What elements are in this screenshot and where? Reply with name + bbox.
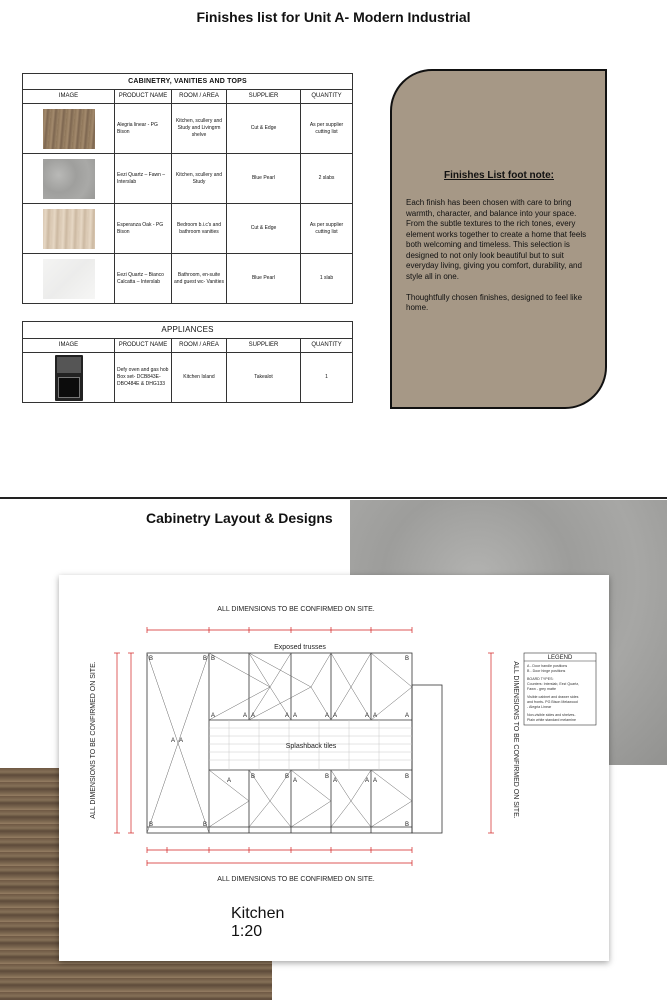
header-image: IMAGE — [23, 339, 115, 353]
legend-line: - Alegria Linear — [527, 705, 552, 709]
right-note: ALL DIMENSIONS TO BE CONFIRMED ON SITE. — [512, 661, 519, 819]
handle-marker: A — [365, 778, 370, 784]
header-image: IMAGE — [23, 90, 115, 104]
left-note: ALL DIMENSIONS TO BE CONFIRMED ON SITE. — [90, 661, 97, 819]
legend-line: Non-visible sides and shelves- — [527, 713, 576, 717]
hinge-marker: B — [211, 656, 216, 662]
handle-marker: A — [251, 713, 256, 719]
handle-marker: A — [285, 713, 290, 719]
grey-concrete-swatch — [43, 159, 95, 199]
handle-marker: A — [227, 778, 232, 784]
cabinetry-table-caption: CABINETRY, VANITIES AND TOPS — [23, 74, 353, 90]
quantity: 1 — [301, 353, 353, 403]
legend-line: BOARD TYPES: — [527, 677, 554, 681]
hinge-marker: B — [251, 774, 256, 780]
hinge-marker: B — [405, 822, 410, 828]
room-area: Kitchen, scullery and Study and Livingrm shelve — [172, 104, 227, 154]
hinge-marker: B — [203, 656, 208, 662]
light-oak-swatch — [43, 209, 95, 249]
handle-marker: A — [365, 713, 370, 719]
quantity: As per supplier cutting list — [301, 204, 353, 254]
room-label: Kitchen — [231, 905, 285, 922]
handle-marker: A — [325, 713, 330, 719]
hinge-marker: B — [405, 656, 410, 662]
splashback-label: Splashback tiles — [285, 743, 337, 750]
footnote-title: Finishes List foot note: — [444, 170, 554, 181]
handle-marker: A — [179, 738, 184, 744]
cabinetry-table — [22, 73, 353, 304]
legend-line: A - Door handle positions — [527, 664, 568, 668]
hinge-marker: B — [405, 774, 410, 780]
appliances-table — [22, 321, 353, 403]
legend — [524, 653, 596, 725]
legend-title: LEGEND — [547, 655, 573, 661]
header-supplier: SUPPLIER — [227, 339, 301, 353]
quantity: As per supplier cutting list — [301, 104, 353, 154]
footnote-card — [390, 69, 607, 409]
room-area: Kitchen, scullery and Study — [172, 154, 227, 204]
table-row — [23, 204, 353, 254]
legend-line: Counters: Interslab, Eezi Quartz, — [527, 682, 580, 686]
legend-line: B - Door hinge positions — [527, 669, 566, 673]
supplier: Blue Pearl — [227, 254, 301, 304]
header-supplier: SUPPLIER — [227, 90, 301, 104]
quantity: 2 slabs — [301, 154, 353, 204]
handle-marker: A — [293, 713, 298, 719]
handle-marker: A — [171, 738, 176, 744]
table-row — [23, 254, 353, 304]
appliances-table-caption: APPLIANCES — [23, 322, 353, 339]
bottom-note: ALL DIMENSIONS TO BE CONFIRMED ON SITE. — [217, 876, 375, 883]
handle-marker: A — [333, 778, 338, 784]
product-name: Defy oven and gas hob Box set- DCB843E-DBO484E & DHG133 — [115, 353, 172, 403]
room-area: Bedroom b.i.c's and bathroom vanities — [172, 204, 227, 254]
supplier: Takealot — [227, 353, 301, 403]
table-row — [23, 353, 353, 403]
header-quantity: QUANTITY — [301, 339, 353, 353]
footnote-paragraph: Each finish has been chosen with care to bring warmth, character, and balance into your space. From the subtle textures to the rich tones, every element works together to create a home that feels both welcoming and timeless. This selection is designed to not only look beautiful but to suit everyday living, giving you comfort, durability, and style all in one. — [406, 198, 587, 282]
room-area: Kitchen Island — [172, 353, 227, 403]
room-area: Bathroom, en-suite and guest wc- Vanities — [172, 254, 227, 304]
legend-line: Visible cabinet and drawer sides — [527, 695, 579, 699]
page-title: Finishes list for Unit A- Modern Industrial — [196, 9, 471, 25]
legend-line: Plain white standard melamine — [527, 718, 576, 722]
hinge-marker: B — [203, 822, 208, 828]
section-divider — [0, 497, 667, 499]
footnote-paragraph: Thoughtfully chosen finishes, designed to feel like home. — [406, 292, 583, 313]
kitchen-elevation-drawing — [59, 575, 609, 961]
oven-icon — [55, 355, 83, 401]
top-note: ALL DIMENSIONS TO BE CONFIRMED ON SITE. — [217, 606, 375, 613]
supplier: Cut & Edge — [227, 104, 301, 154]
product-name: Esperanza Oak - PG Bison — [115, 204, 172, 254]
door-swing-lines — [147, 653, 412, 833]
product-name: Alegria linear - PG Bison — [115, 104, 172, 154]
table-row — [23, 154, 353, 204]
legend-line: Fawn - grey matte — [527, 687, 556, 691]
oak-wood-swatch — [43, 109, 95, 149]
supplier: Blue Pearl — [227, 154, 301, 204]
header-quantity: QUANTITY — [301, 90, 353, 104]
hinge-marker: B — [149, 822, 154, 828]
handle-marker: A — [333, 713, 338, 719]
trusses-label: Exposed trusses — [274, 644, 326, 651]
white-marble-swatch — [43, 259, 95, 299]
section-title: Cabinetry Layout & Designs — [146, 510, 333, 526]
product-name: Eezi Quartz – Fawn – Interslab — [115, 154, 172, 204]
header-product-name: PRODUCT NAME — [115, 339, 172, 353]
header-room-area: ROOM / AREA — [172, 339, 227, 353]
table-row — [23, 104, 353, 154]
handle-marker: A — [293, 778, 298, 784]
handle-marker: A — [373, 778, 378, 784]
header-room-area: ROOM / AREA — [172, 90, 227, 104]
product-name: Eezi Quartz – Bianco Calcatta – Interslab — [115, 254, 172, 304]
hinge-marker: B — [325, 774, 330, 780]
legend-line: and fronts- PG Bison Melawood — [527, 700, 578, 704]
scale-label: 1:20 — [231, 923, 263, 940]
hinge-marker: B — [285, 774, 290, 780]
supplier: Cut & Edge — [227, 204, 301, 254]
header-product-name: PRODUCT NAME — [115, 90, 172, 104]
hinge-marker: B — [149, 656, 154, 662]
door-markers — [149, 656, 409, 828]
handle-marker: A — [243, 713, 248, 719]
handle-marker: A — [211, 713, 216, 719]
handle-marker: A — [373, 713, 378, 719]
handle-marker: A — [405, 713, 410, 719]
quantity: 1 slab — [301, 254, 353, 304]
